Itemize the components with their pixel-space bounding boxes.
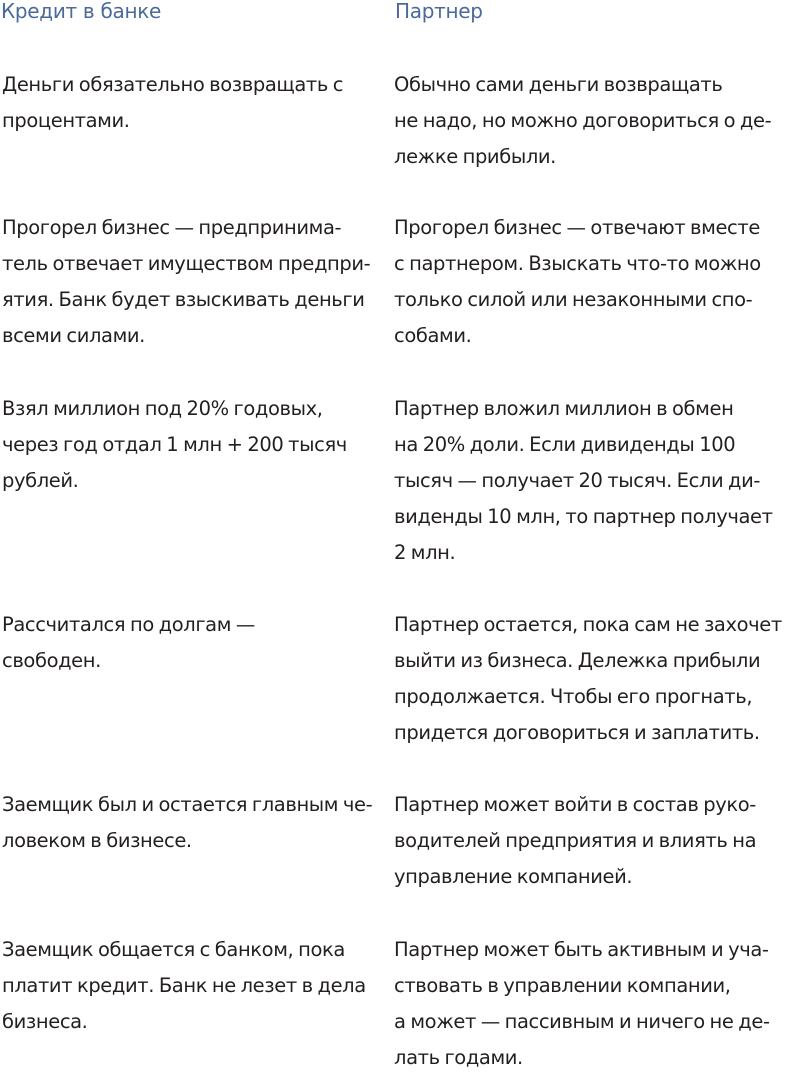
bank-credit-cell <box>2 932 387 1040</box>
cell-text-line: лежке прибыли. <box>394 145 556 168</box>
partner-cell <box>394 787 790 895</box>
cell-text-line: Партнер может быть активным и уча- <box>394 938 769 961</box>
cell-text-line: Заемщик общается с банком, пока <box>2 938 345 961</box>
cell-text-line: ятия. Банк будет взыскивать деньги <box>2 288 365 311</box>
partner-cell <box>394 932 790 1076</box>
cell-text-line: бизнеса. <box>2 1010 88 1033</box>
cell-text-line: Партнер вложил миллион в обмен <box>394 397 734 420</box>
cell-text-line: Заемщик был и остается главным че- <box>2 793 373 816</box>
cell-text-line: всеми силами. <box>2 324 145 347</box>
bank-credit-cell <box>2 67 387 139</box>
cell-text-line: водителей предприятия и влиять на <box>394 829 757 852</box>
cell-text-line: через год отдал 1 млн + 200 тысяч <box>2 433 347 456</box>
cell-text-line: выйти из бизнеса. Дележка прибыли <box>394 649 761 672</box>
cell-text-line: Партнер может войти в состав руко- <box>394 793 756 816</box>
partner-cell <box>394 607 790 751</box>
cell-text-line: лать годами. <box>394 1046 523 1069</box>
cell-text-line: не надо, но можно договориться о де- <box>394 109 772 132</box>
bank-credit-cell <box>2 391 387 499</box>
cell-text-line: собами. <box>394 324 472 347</box>
cell-text-line: придется договориться и заплатить. <box>394 721 760 744</box>
cell-text-line: продолжается. Чтобы его прогнать, <box>394 685 753 708</box>
cell-text-line: ствовать в управлении компании, <box>394 974 731 997</box>
cell-text-line: с партнером. Взыскать что-то можно <box>394 252 761 275</box>
cell-text-line: платит кредит. Банк не лезет в дела <box>2 974 366 997</box>
partner-cell <box>394 210 790 354</box>
cell-text-line: Обычно сами деньги возвращать <box>394 73 723 96</box>
cell-text-line: а может — пассивным и ничего не де- <box>394 1010 770 1033</box>
cell-text-line: процентами. <box>2 109 130 132</box>
bank-credit-cell <box>2 607 387 679</box>
column-header-partner: Партнер <box>395 0 483 23</box>
cell-text-line: управление компанией. <box>394 865 633 888</box>
cell-text-line: Партнер остается, пока сам не захочет <box>394 613 782 636</box>
cell-text-line: Прогорел бизнес — предпринима- <box>2 216 342 239</box>
partner-cell <box>394 391 790 571</box>
column-header-bank-credit: Кредит в банке <box>1 0 162 23</box>
cell-text-line: Деньги обязательно возвращать с <box>2 73 344 96</box>
cell-text-line: только силой или незаконными спо- <box>394 288 753 311</box>
cell-text-line: свободен. <box>2 649 101 672</box>
cell-text-line: виденды 10 млн, то партнер получает <box>394 505 773 528</box>
cell-text-line: тель отвечает имуществом предпри- <box>2 252 371 275</box>
bank-credit-cell <box>2 210 387 354</box>
cell-text-line: Взял миллион под 20% годовых, <box>2 397 323 420</box>
cell-text-line: рублей. <box>2 469 79 492</box>
cell-text-line: Рассчитался по долгам — <box>2 613 255 636</box>
cell-text-line: Прогорел бизнес — отвечают вместе <box>394 216 760 239</box>
partner-cell <box>394 67 790 175</box>
cell-text-line: на 20% доли. Если дивиденды 100 <box>394 433 736 456</box>
bank-credit-cell <box>2 787 387 859</box>
cell-text-line: 2 млн. <box>394 541 456 564</box>
cell-text-line: ловеком в бизнесе. <box>2 829 192 852</box>
cell-text-line: тысяч — получает 20 тысяч. Если ди- <box>394 469 761 492</box>
